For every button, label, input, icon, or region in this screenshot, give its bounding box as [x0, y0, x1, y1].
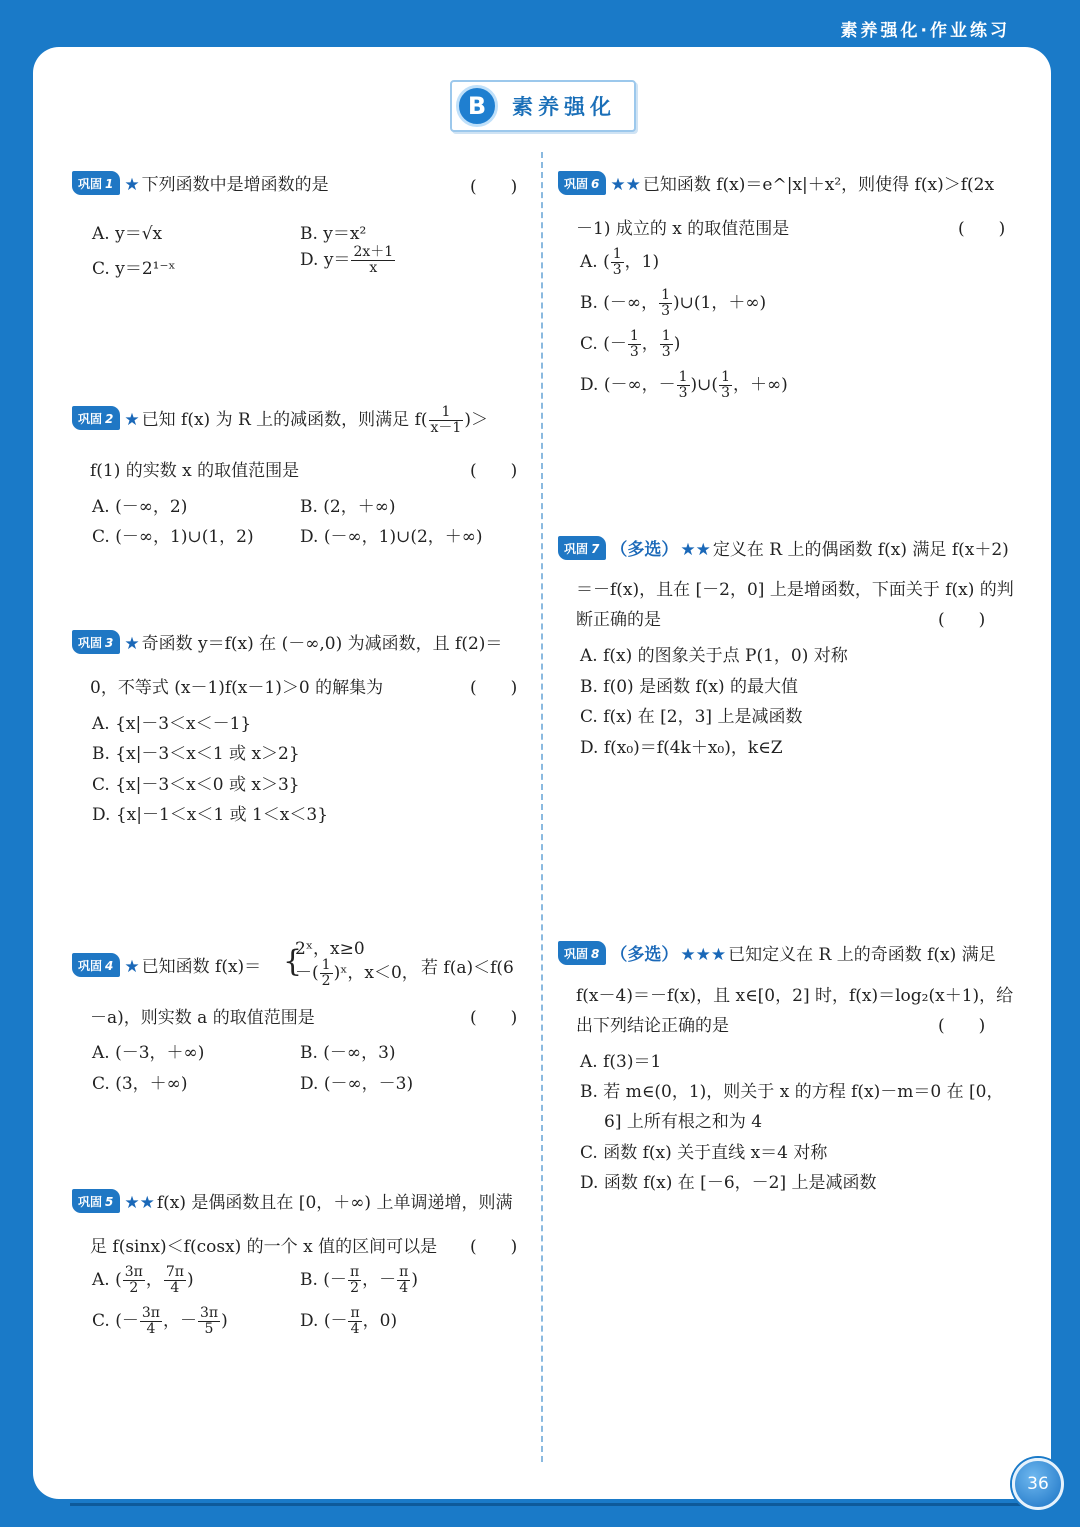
option-d: D. (－∞，1)∪(2，＋∞) — [300, 527, 483, 547]
option-c: C. y＝2¹⁻ˣ — [92, 259, 176, 279]
option-a: A. {x|－3＜x＜－1} — [92, 714, 252, 734]
option-b: B. f(0) 是函数 f(x) 的最大值 — [580, 677, 799, 697]
question-2-stem-cont: f(1) 的实数 x 的取值范围是 — [90, 461, 300, 481]
page-number: 36 — [1012, 1458, 1064, 1510]
question-tag: 巩固 8 — [558, 941, 606, 965]
question-4-stem-cont: －a)，则实数 a 的取值范围是 — [90, 1008, 315, 1028]
option-d: D. (－∞，－3) — [300, 1074, 414, 1094]
option-b: B. (2，＋∞) — [300, 497, 396, 517]
column-divider — [541, 152, 543, 1462]
answer-paren: ( ) — [938, 610, 986, 630]
option-d: D. (－ $\frac{\pi}{4}$ ，0) — [300, 1305, 398, 1337]
question-7-stem-cont: ＝－f(x)，且在 [－2，0] 上是增函数，下面关于 f(x) 的判 — [576, 580, 1014, 600]
option-b: B. (－∞， $\frac{1}{3}$ )∪(1，＋∞) — [580, 287, 767, 319]
question-tag: 巩固 3 — [72, 630, 120, 654]
question-8-stem-cont: f(x－4)＝－f(x)，且 x∈[0，2] 时，f(x)＝log₂(x＋1)，给 — [576, 986, 1014, 1006]
option-a: A. f(3)＝1 — [580, 1052, 662, 1072]
question-tag: 巩固 5 — [72, 1189, 120, 1213]
option-d: D. 函数 f(x) 在 [－6，－2] 上是减函数 — [580, 1173, 877, 1193]
option-b: B. y＝x² — [300, 224, 367, 244]
question-3-stem: 巩固 3 ★ 奇函数 y＝f(x) 在 (－∞,0) 为减函数，且 f(2)＝ — [72, 629, 502, 654]
piecewise-case-1: 2ˣ，x≥0 — [295, 939, 365, 959]
question-5-stem: 巩固 5 ★★ f(x) 是偶函数且在 [0，＋∞) 上单调递增，则满 — [72, 1188, 512, 1213]
section-letter: B — [456, 85, 498, 127]
option-a: A. ( $\frac{1}{3}$ ，1) — [580, 246, 660, 278]
option-a: A. (－∞，2) — [92, 497, 188, 517]
multi-choice-label: （多选） — [610, 540, 679, 560]
multi-choice-label: （多选） — [610, 945, 679, 965]
question-tag: 巩固 2 — [72, 406, 120, 430]
option-b: B. (－∞，3) — [300, 1043, 396, 1063]
option-c: C. f(x) 在 [2，3] 上是减函数 — [580, 707, 803, 727]
question-8-stem-cont2: 出下列结论正确的是 — [576, 1016, 729, 1036]
answer-paren: ( ) — [470, 1008, 518, 1028]
answer-paren: ( ) — [470, 1237, 518, 1257]
option-d: D. y＝ $\frac{2x+1}{x}$ — [300, 244, 394, 276]
piecewise-case-2: －( $\frac{1}{2}$ )ˣ，x＜0， — [295, 957, 419, 989]
question-7-stem: 巩固 7 （多选） ★★ 定义在 R 上的偶函数 f(x) 满足 f(x＋2) — [558, 535, 1009, 560]
section-title: 素养强化 — [512, 95, 616, 119]
question-1-stem: 巩固 1 ★ 下列函数中是增函数的是 — [72, 170, 329, 195]
option-c: C. (－ $\frac{1}{3}$ ， $\frac{1}{3}$ ) — [580, 328, 681, 360]
answer-paren: ( ) — [958, 219, 1006, 239]
question-tag: 巩固 1 — [72, 171, 120, 195]
option-c: C. (－ $\frac{3\pi}{4}$ ，－ $\frac{3\pi}{5}$ ) — [92, 1305, 228, 1337]
option-d: D. f(x₀)＝f(4k＋x₀)，k∈Z — [580, 738, 783, 758]
header-label: 素养强化·作业练习 — [840, 21, 1010, 41]
question-4-stem-b: 若 f(a)＜f(6 — [421, 958, 514, 978]
option-a: A. ( $\frac{3\pi}{2}$ ， $\frac{7\pi}{4}$ ) — [92, 1264, 194, 1296]
option-a: A. y＝√x — [92, 224, 163, 244]
question-3-stem-cont: 0，不等式 (x－1)f(x－1)＞0 的解集为 — [90, 678, 384, 698]
question-8-stem: 巩固 8 （多选） ★★★ 已知定义在 R 上的奇函数 f(x) 满足 — [558, 940, 996, 965]
option-d: D. {x|－1＜x＜1 或 1＜x＜3} — [92, 805, 329, 825]
question-7-stem-cont2: 断正确的是 — [576, 610, 661, 630]
option-c: C. (3，＋∞) — [92, 1074, 188, 1094]
question-tag: 巩固 7 — [558, 536, 606, 560]
question-6-stem: 巩固 6 ★★ 已知函数 f(x)＝e^|x|＋x²，则使得 f(x)＞f(2x — [558, 170, 994, 195]
option-b: B. (－ $\frac{\pi}{2}$ ，－ $\frac{\pi}{4}$ ) — [300, 1264, 418, 1296]
option-b: B. 若 m∈(0，1)，则关于 x 的方程 f(x)－m＝0 在 [0， — [580, 1082, 1004, 1102]
question-4-stem: 巩固 4 ★ 已知函数 f(x)＝ — [72, 952, 261, 977]
option-c: C. {x|－3＜x＜0 或 x＞3} — [92, 775, 300, 795]
question-5-stem-cont: 足 f(sinx)＜f(cosx) 的一个 x 值的区间可以是 — [90, 1237, 438, 1257]
option-c: C. 函数 f(x) 关于直线 x＝4 对称 — [580, 1143, 828, 1163]
option-a: A. f(x) 的图象关于点 P(1，0) 对称 — [580, 646, 848, 666]
option-b: B. {x|－3＜x＜1 或 x＞2} — [92, 744, 300, 764]
option-d: D. (－∞，－ $\frac{1}{3}$ )∪( $\frac{1}{3}$ ，＋∞) — [580, 369, 788, 401]
option-a: A. (－3，＋∞) — [92, 1043, 205, 1063]
answer-paren: ( ) — [470, 678, 518, 698]
footer-rule — [70, 1503, 1040, 1506]
answer-paren: ( ) — [938, 1016, 986, 1036]
question-tag: 巩固 4 — [72, 953, 120, 977]
question-6-stem-cont: －1) 成立的 x 的取值范围是 — [576, 219, 790, 239]
answer-paren: ( ) — [470, 177, 518, 197]
piecewise-brace: { — [283, 944, 303, 979]
question-tag: 巩固 6 — [558, 171, 606, 195]
option-c: C. (－∞，1)∪(1，2) — [92, 527, 254, 547]
option-b-cont: 6] 上所有根之和为 4 — [604, 1112, 763, 1132]
question-2-stem: 巩固 2 ★ 已知 f(x) 为 R 上的减函数，则满足 f( $\frac{1}{x-1}$ )＞ — [72, 405, 488, 436]
section-badge — [450, 80, 636, 132]
answer-paren: ( ) — [470, 461, 518, 481]
